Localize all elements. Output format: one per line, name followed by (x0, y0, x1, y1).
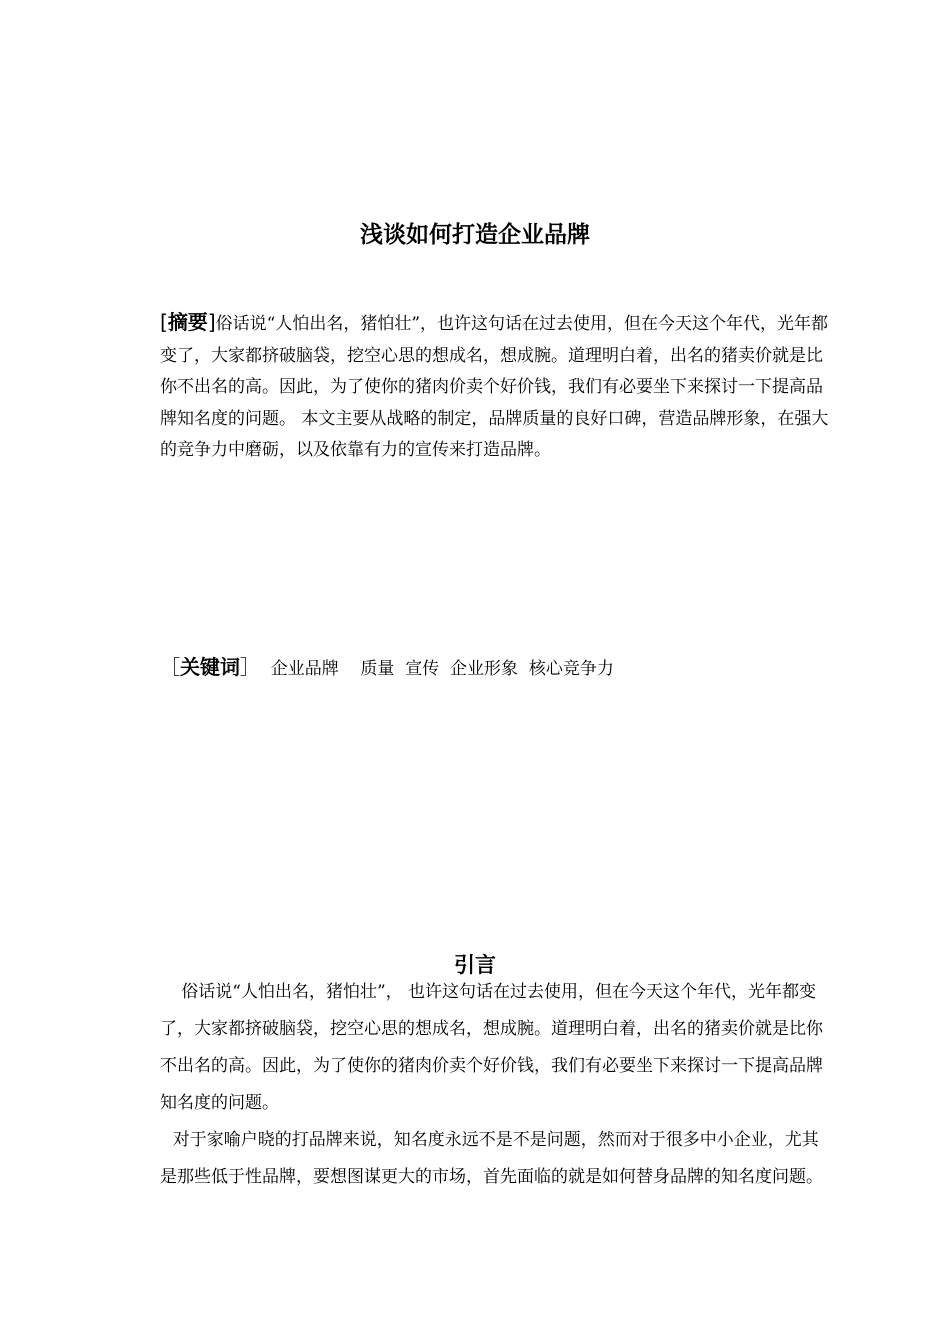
document-title: 浅谈如何打造企业品牌 (360, 222, 590, 248)
introduction-paragraph-1: 俗话说“人怕出名，猪怕壮”， 也许这句话在过去使用，但在今天这个年代，光年都变了，大家都挤破脑袋，挖空心思的想成名，想成腕。道理明白着，出名的猪卖价就是比你不出名的高。因此，为了使你的猪肉价卖个好价钱，我们有必要坐下来探讨一下提高品牌知名度的问题。 (160, 982, 823, 1113)
introduction-body (160, 974, 832, 1196)
abstract-label-text: 摘要 (167, 310, 208, 334)
keywords-label (160, 655, 260, 679)
keywords-section (160, 652, 860, 685)
abstract-section (160, 307, 832, 467)
abstract-label (160, 310, 216, 334)
abstract-text: 俗话说“人怕出名，猪怕壮”，也许这句话在过去使用，但在今天这个年代，光年都变了，大家都挤破脑袋，挖空心思的想成名，想成腕。道理明白着，出名的猪卖价就是比你不出名的高。因此，为了使你的猪肉价卖个好价钱，我们有必要坐下来探讨一下提高品牌知名度的问题。 本文主要从战略的制定，品牌质量的良好口碑，营造品牌形象，在强大的竞争力中磨砺，以及依靠有力的宣传来打造品牌。 (160, 314, 829, 460)
abstract-label-close: ] (207, 310, 216, 334)
keywords-list: 企业品牌 质量 宣传 企业形象 核心竞争力 (260, 659, 614, 679)
keywords-label-open: ［ (160, 655, 180, 679)
introduction-paragraph-2: 对于家喻户晓的打品牌来说，知名度永远不是不是问题，然而对于很多中小企业，尤其是那些低于性品牌，要想图谋更大的市场，首先面临的就是如何替身品牌的知名度问题。 (160, 1130, 823, 1187)
keywords-label-close: ］ (240, 655, 260, 679)
keywords-label-text: 关键词 (180, 655, 240, 679)
introduction-heading: 引言 (454, 953, 496, 977)
abstract-label-open: [ (160, 310, 168, 334)
